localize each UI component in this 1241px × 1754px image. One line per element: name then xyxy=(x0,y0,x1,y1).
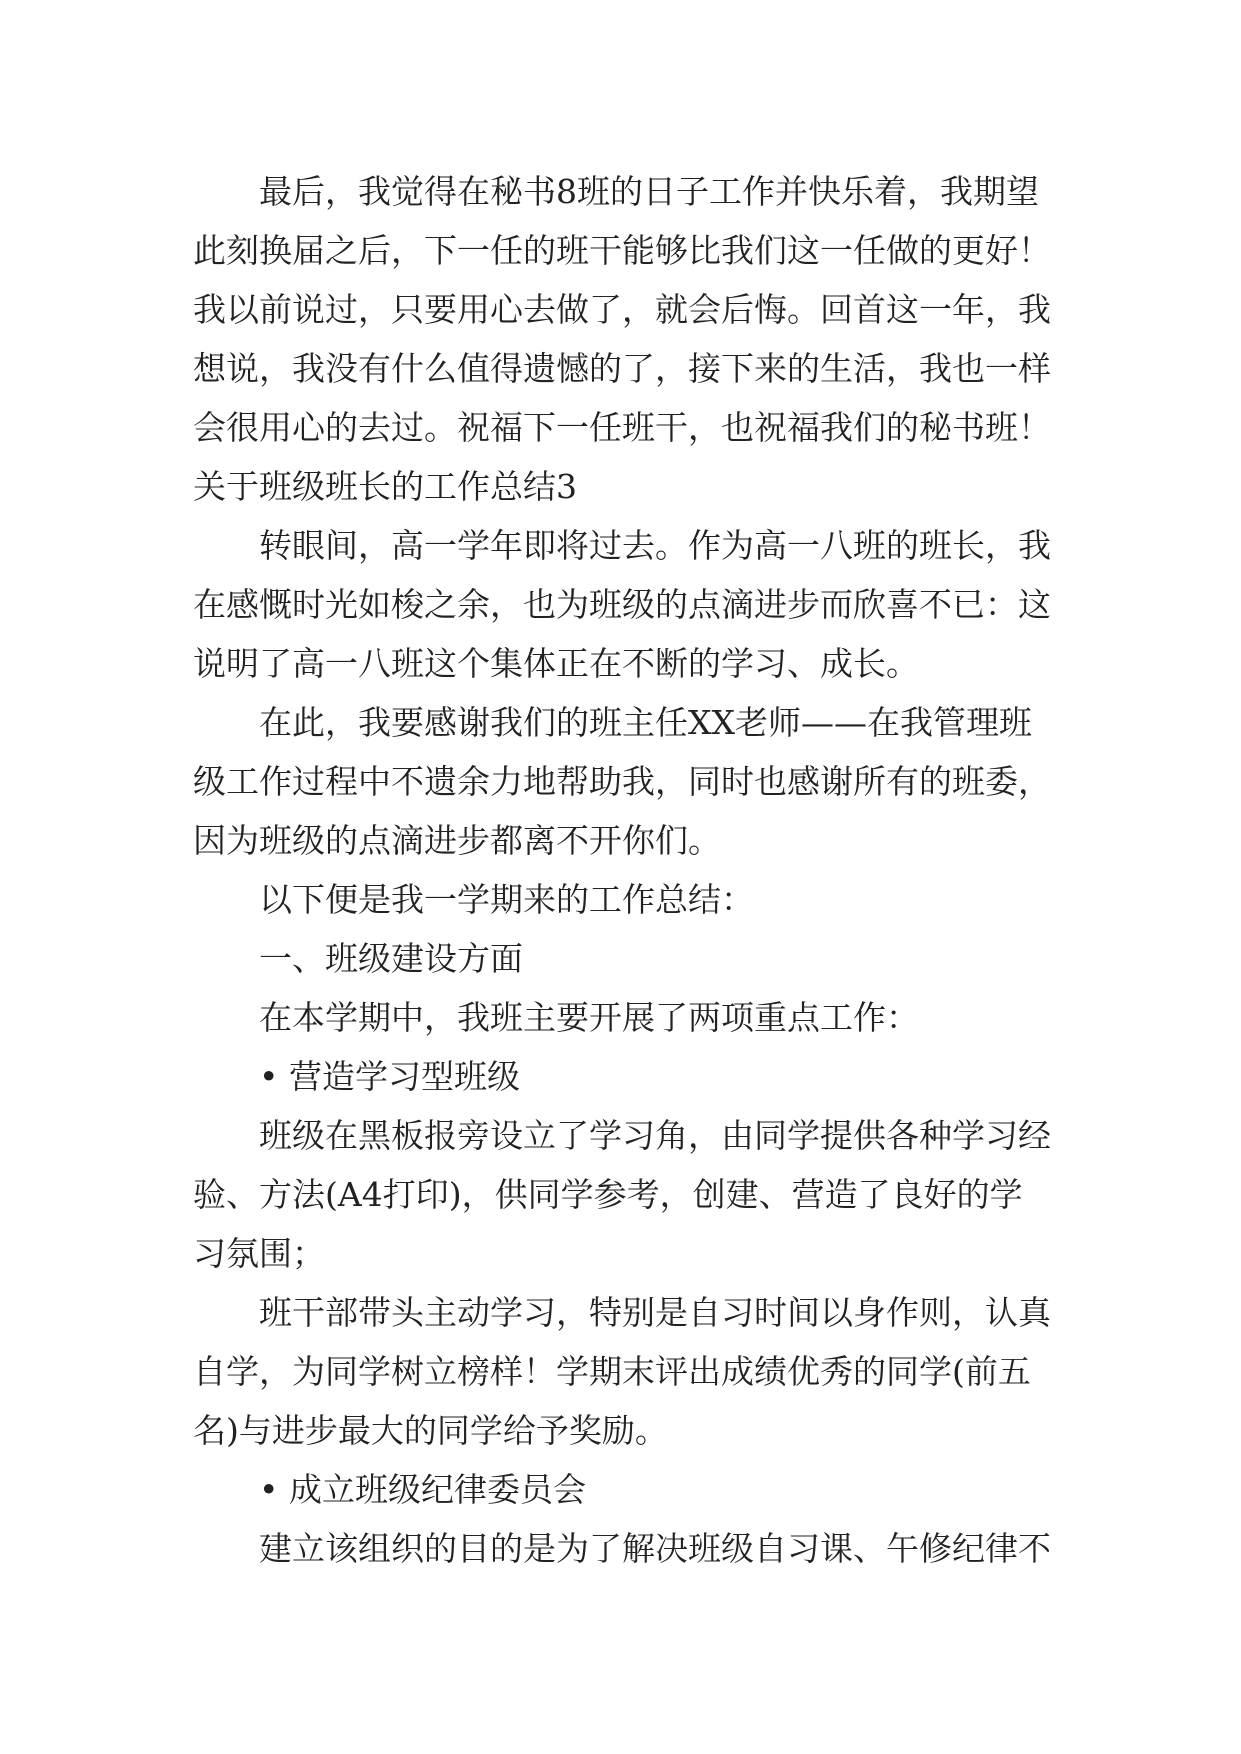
bullet-icon: • xyxy=(259,1057,279,1096)
section-heading: 关于班级班长的工作总结3 xyxy=(193,467,577,506)
document-body xyxy=(193,162,1053,1578)
paragraph-committee-purpose: 建立该组织的目的是为了解决班级自习课、午修纪律不 xyxy=(259,1529,1051,1568)
paragraph-closing-remarks: 最后，我觉得在秘书8班的日子工作并快乐着，我期望此刻换届之后，下一任的班干能够比我们这一任做的更好！我以前说过，只要用心去做了，就会后悔。回首这一年，我想说，我没有什么值得遗憾的了，接下来的生活，我也一样会很用心的去过。祝福下一任班干，也祝福我们的秘书班！ xyxy=(193,172,1051,447)
bullet-item-learning-class xyxy=(193,1047,1053,1106)
bullet-item-label: 成立班级纪律委员会 xyxy=(289,1470,586,1509)
two-key-tasks-line: 在本学期中，我班主要开展了两项重点工作： xyxy=(259,998,919,1037)
bullet-icon: • xyxy=(259,1470,279,1509)
subsection-heading-class-building: 一、班级建设方面 xyxy=(259,939,523,978)
bullet-item-label: 营造学习型班级 xyxy=(289,1057,520,1096)
bullet-item-discipline-committee xyxy=(193,1460,1053,1519)
summary-lead: 以下便是我一学期来的工作总结： xyxy=(259,880,754,919)
paragraph-intro: 转眼间，高一学年即将过去。作为高一八班的班长，我在感慨时光如梭之余，也为班级的点滴进步而欣喜不已：这说明了高一八班这个集体正在不断的学习、成长。 xyxy=(193,526,1051,683)
paragraph-cadre-example: 班干部带头主动学习，特别是自习时间以身作则，认真自学，为同学树立榜样！学期末评出成绩优秀的同学(前五名)与进步最大的同学给予奖励。 xyxy=(193,1293,1051,1450)
paragraph-thanks: 在此，我要感谢我们的班主任XX老师——在我管理班级工作过程中不遗余力地帮助我，同时也感谢所有的班委，因为班级的点滴进步都离不开你们。 xyxy=(193,703,1051,860)
paragraph-learning-corner: 班级在黑板报旁设立了学习角，由同学提供各种学习经验、方法(A4打印)，供同学参考，创建、营造了良好的学习氛围； xyxy=(193,1116,1051,1273)
